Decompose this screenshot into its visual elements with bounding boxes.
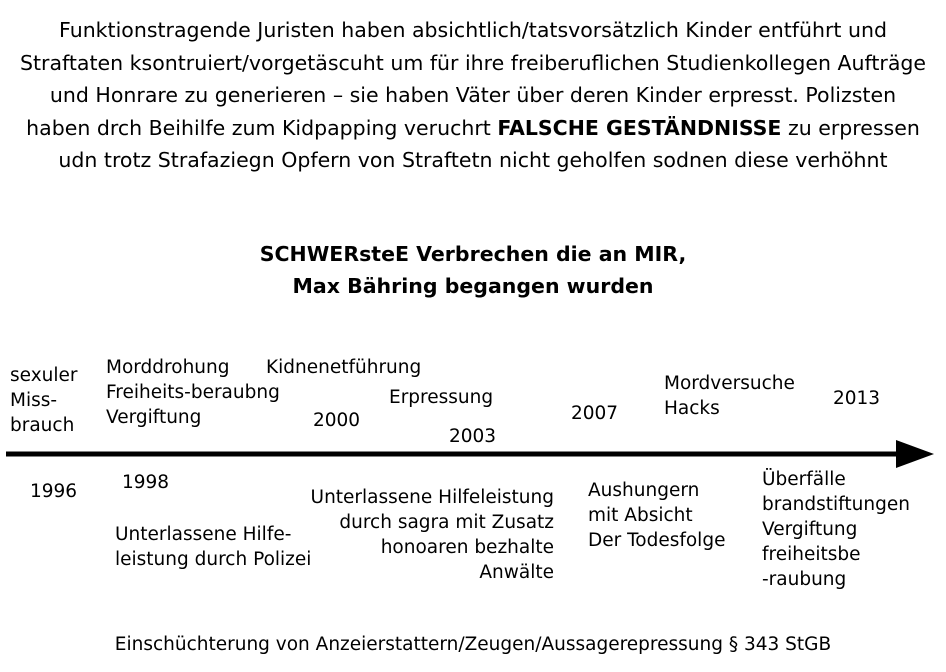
year-label: 1996 — [30, 481, 78, 502]
event-line: -raubung — [762, 569, 847, 590]
year-label: 2003 — [449, 426, 497, 447]
event-line: Vergiftung — [762, 519, 858, 540]
event-line: Unterlassene Hilfe- — [115, 524, 292, 545]
heading-line-1: SCHWERsteE Verbrechen die an MIR, — [259, 242, 687, 266]
year-1998 — [122, 470, 169, 495]
event-sexual-abuse — [10, 363, 78, 438]
event-line: durch sagra mit Zusatz — [339, 512, 554, 533]
event-assaults — [762, 467, 910, 592]
event-line: Vergiftung — [106, 407, 202, 428]
intro-part-2: zu erpressen udn trotz Strafaziegn Opfern von Straftetn nicht geholfen sodnen diese verhöhnt — [58, 115, 920, 173]
year-label: 2013 — [833, 388, 881, 409]
event-starvation — [588, 478, 725, 553]
timeline-arrowhead — [896, 440, 934, 468]
event-line: Freiheits-beraubng — [106, 382, 280, 403]
year-label: 1998 — [122, 472, 170, 493]
event-line: Morddrohung — [106, 357, 230, 378]
event-line: Unterlassene Hilfeleistung — [310, 487, 554, 508]
event-line: mit Absicht — [588, 505, 693, 526]
year-2013 — [833, 386, 880, 411]
event-line: Aushungern — [588, 480, 700, 501]
event-line: Hacks — [664, 398, 720, 419]
event-line: brauch — [10, 415, 75, 436]
event-line: brandstiftungen — [762, 494, 910, 515]
event-line: honoaren bezhalte — [380, 537, 554, 558]
event-line: freiheitsbe — [762, 544, 861, 565]
event-extortion — [389, 385, 493, 410]
event-death-threat — [106, 355, 280, 430]
event-line: sexuler — [10, 365, 78, 386]
event-lawyer-omission — [260, 485, 554, 585]
year-2000 — [313, 408, 360, 433]
event-line: Miss- — [10, 390, 58, 411]
year-label: 2007 — [571, 403, 619, 424]
intro-part-1: Funktionstragende Juristen haben absichtlich/tatsvorsätzlich Kinder entführt und Straftaten ksontruiert/vorgetäscuht um für ihre freiberuflichen Studienkollegen Aufträge und Honrare zu generieren – sie haben Väter über deren Kinder erpresst. Polizsten haben drch Beihilfe zum Kidpapping veruchrt — [20, 18, 927, 140]
event-line: Kidnenetführung — [266, 357, 422, 378]
event-kidnapping — [266, 355, 421, 380]
event-line: Mordversuche — [664, 373, 795, 394]
heading-line-2: Max Bähring begangen wurden — [292, 274, 654, 298]
year-2007 — [571, 401, 618, 426]
intro-emphasis: FALSCHE GESTÄNDNISSE — [497, 115, 782, 140]
event-line: leistung durch Polizei — [115, 549, 312, 570]
event-line: Überfälle — [762, 469, 846, 490]
year-1996 — [30, 479, 77, 504]
event-line: Anwälte — [479, 562, 554, 583]
event-murder-attempts — [664, 371, 795, 421]
year-label: 2000 — [313, 410, 361, 431]
footer-text: Einschüchterung von Anzeierstattern/Zeugen/Aussagerepressung § 343 StGB — [114, 634, 832, 655]
event-line: Erpressung — [389, 387, 494, 408]
year-2003 — [449, 424, 496, 449]
event-line: Der Todesfolge — [588, 530, 726, 551]
